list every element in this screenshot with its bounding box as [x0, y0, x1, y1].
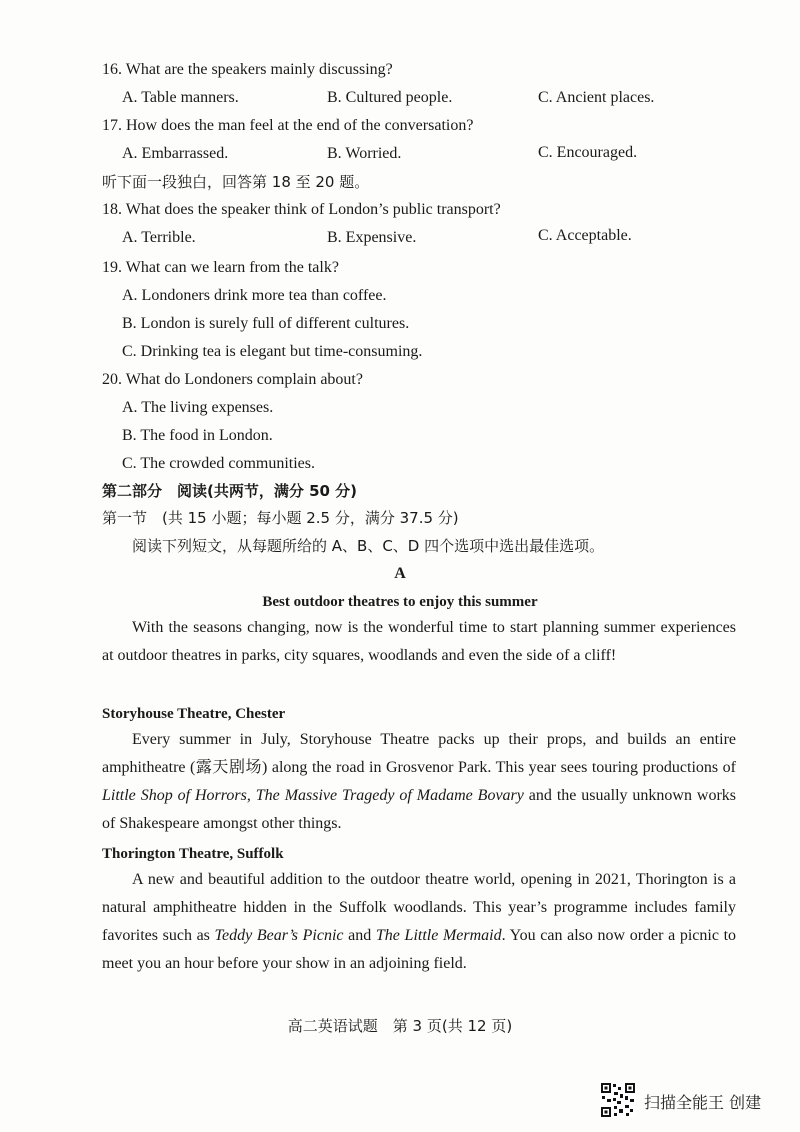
scanner-watermark-text: 扫描全能王 创建	[644, 1093, 762, 1112]
theatre2-paragraph	[102, 866, 736, 978]
section1-heading: 第一节 (共 15 小题；每小题 2.5 分，满分 37.5 分)	[102, 509, 459, 527]
part2-heading: 第二部分 阅读(共两节，满分 50 分)	[102, 482, 358, 500]
passage-intro-paragraph	[102, 614, 736, 670]
question-18-option-c: C. Acceptable.	[538, 227, 632, 244]
question-18-option-b: B. Expensive.	[327, 229, 417, 246]
question-20-option-a: A. The living expenses.	[122, 399, 274, 416]
question-19-option-a: A. Londoners drink more tea than coffee.	[122, 287, 387, 304]
theatre1-show-title-1: Little Shop of Horrors	[102, 787, 247, 804]
theatre1-show-title-2: The Massive Tragedy of Madame Bovary	[255, 787, 524, 804]
question-17-option-c: C. Encouraged.	[538, 144, 638, 161]
scanner-watermark	[600, 1082, 780, 1118]
theatre1-heading: Storyhouse Theatre, Chester	[102, 706, 286, 722]
theatre1-text-c: and the usually unknown works of Shakespeare amongst other things.	[102, 787, 737, 832]
theatre2-text-b: and	[343, 927, 376, 944]
theatre2-text-c: . You can also now order a picnic to meet you an hour before your show in an adjoining field.	[102, 927, 737, 972]
question-20-option-c: C. The crowded communities.	[122, 455, 315, 472]
section1-instruction: 阅读下列短文，从每题所给的 A、B、C、D 四个选项中选出最佳选项。	[132, 537, 605, 555]
question-19-stem: 19. What can we learn from the talk?	[102, 259, 339, 276]
question-20-option-b: B. The food in London.	[122, 427, 273, 444]
passage-label: A	[394, 565, 406, 582]
question-16-stem: 16. What are the speakers mainly discussing?	[102, 61, 393, 78]
question-16-option-c: C. Ancient places.	[538, 89, 655, 106]
theatre1-text-b: ,	[246, 787, 256, 804]
question-19-option-c: C. Drinking tea is elegant but time-consuming.	[122, 343, 423, 360]
question-19-option-b: B. London is surely full of different cultures.	[122, 315, 410, 332]
monologue-intro: 听下面一段独白，回答第 18 至 20 题。	[102, 173, 370, 191]
question-16-option-a: A. Table manners.	[122, 89, 239, 106]
qr-code-icon	[600, 1082, 636, 1118]
question-20-stem: 20. What do Londoners complain about?	[102, 371, 363, 388]
page-footer: 高二英语试题 第 3 页(共 12 页)	[287, 1017, 513, 1035]
theatre1-paragraph	[102, 726, 736, 838]
question-18-stem: 18. What does the speaker think of London’s public transport?	[102, 201, 501, 218]
theatre2-show-title-2: The Little Mermaid	[375, 927, 502, 944]
question-17-stem: 17. How does the man feel at the end of the conversation?	[102, 117, 474, 134]
theatre2-heading: Thorington Theatre, Suffolk	[102, 846, 284, 862]
theatre1-text-a: Every summer in July, Storyhouse Theatre packs up their props, and builds an entire amphitheatre (露天剧场) along the road in Grosvenor Park. This year sees touring productions of	[102, 731, 736, 776]
question-16-option-b: B. Cultured people.	[327, 89, 453, 106]
passage-intro-text: With the seasons changing, now is the wonderful time to start planning summer experiences at outdoor theatres in parks, city squares, woodlands and even the side of a cliff!	[102, 619, 736, 664]
question-18-option-a: A. Terrible.	[122, 229, 196, 246]
question-17-option-b: B. Worried.	[327, 145, 402, 162]
question-17-option-a: A. Embarrassed.	[122, 145, 229, 162]
theatre2-show-title-1: Teddy Bear’s Picnic	[214, 927, 344, 944]
theatre2-text-a: A new and beautiful addition to the outdoor theatre world, opening in 2021, Thorington is a natural amphitheatre hidden in the Suffolk woodlands. This year’s programme includes family favorites such as	[102, 871, 736, 944]
passage-title: Best outdoor theatres to enjoy this summer	[262, 594, 538, 610]
